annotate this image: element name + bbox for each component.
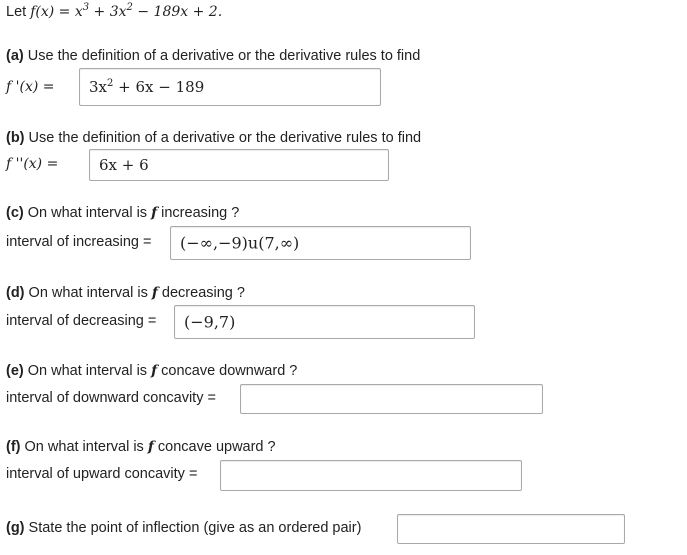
- part-b-prompt: (b) Use the definition of a derivative or the derivative rules to find: [6, 130, 422, 146]
- part-c-prompt: (c) On what interval is f increasing ?: [6, 205, 240, 221]
- part-a-label: f '(x) =: [6, 79, 55, 95]
- part-f-answer-input[interactable]: [220, 460, 522, 491]
- part-b-answer-value: 6x + 6: [99, 156, 149, 174]
- let-label: Let: [6, 4, 27, 20]
- part-d-answer-value: (−9,7): [184, 312, 236, 332]
- function-definition: $f(x) = x^3 + 3x^2 - 189x + 2$.: [30, 2, 223, 20]
- part-a-answer-input[interactable]: [79, 68, 381, 106]
- part-e-label: interval of downward concavity =: [6, 390, 216, 406]
- part-b-label: f ''(x) =: [6, 156, 59, 172]
- part-e-answer-input[interactable]: [240, 384, 543, 414]
- part-b-answer-input[interactable]: [89, 149, 389, 181]
- part-d-prompt: (d) On what interval is f decreasing ?: [6, 285, 245, 301]
- part-g-prompt: (g) State the point of inflection (give as an ordered pair): [6, 520, 362, 536]
- part-d-label: interval of decreasing =: [6, 313, 157, 329]
- part-g-answer-input[interactable]: [397, 514, 625, 544]
- problem-statement: [6, 3, 222, 21]
- part-c-answer-input[interactable]: [170, 226, 471, 260]
- part-f-label: interval of upward concavity =: [6, 466, 198, 482]
- part-e-prompt: (e) On what interval is f concave downward ?: [6, 363, 298, 379]
- part-f-prompt: (f) On what interval is f concave upward ?: [6, 439, 276, 455]
- part-d-answer-input[interactable]: [174, 305, 475, 339]
- part-a-prompt: (a) Use the definition of a derivative or the derivative rules to find: [6, 48, 421, 64]
- part-a-answer-value: $3x^2 + 6x - 189$: [89, 78, 205, 96]
- part-c-label: interval of increasing =: [6, 234, 152, 250]
- part-c-answer-value: (−∞,−9)u(7,∞): [180, 233, 300, 253]
